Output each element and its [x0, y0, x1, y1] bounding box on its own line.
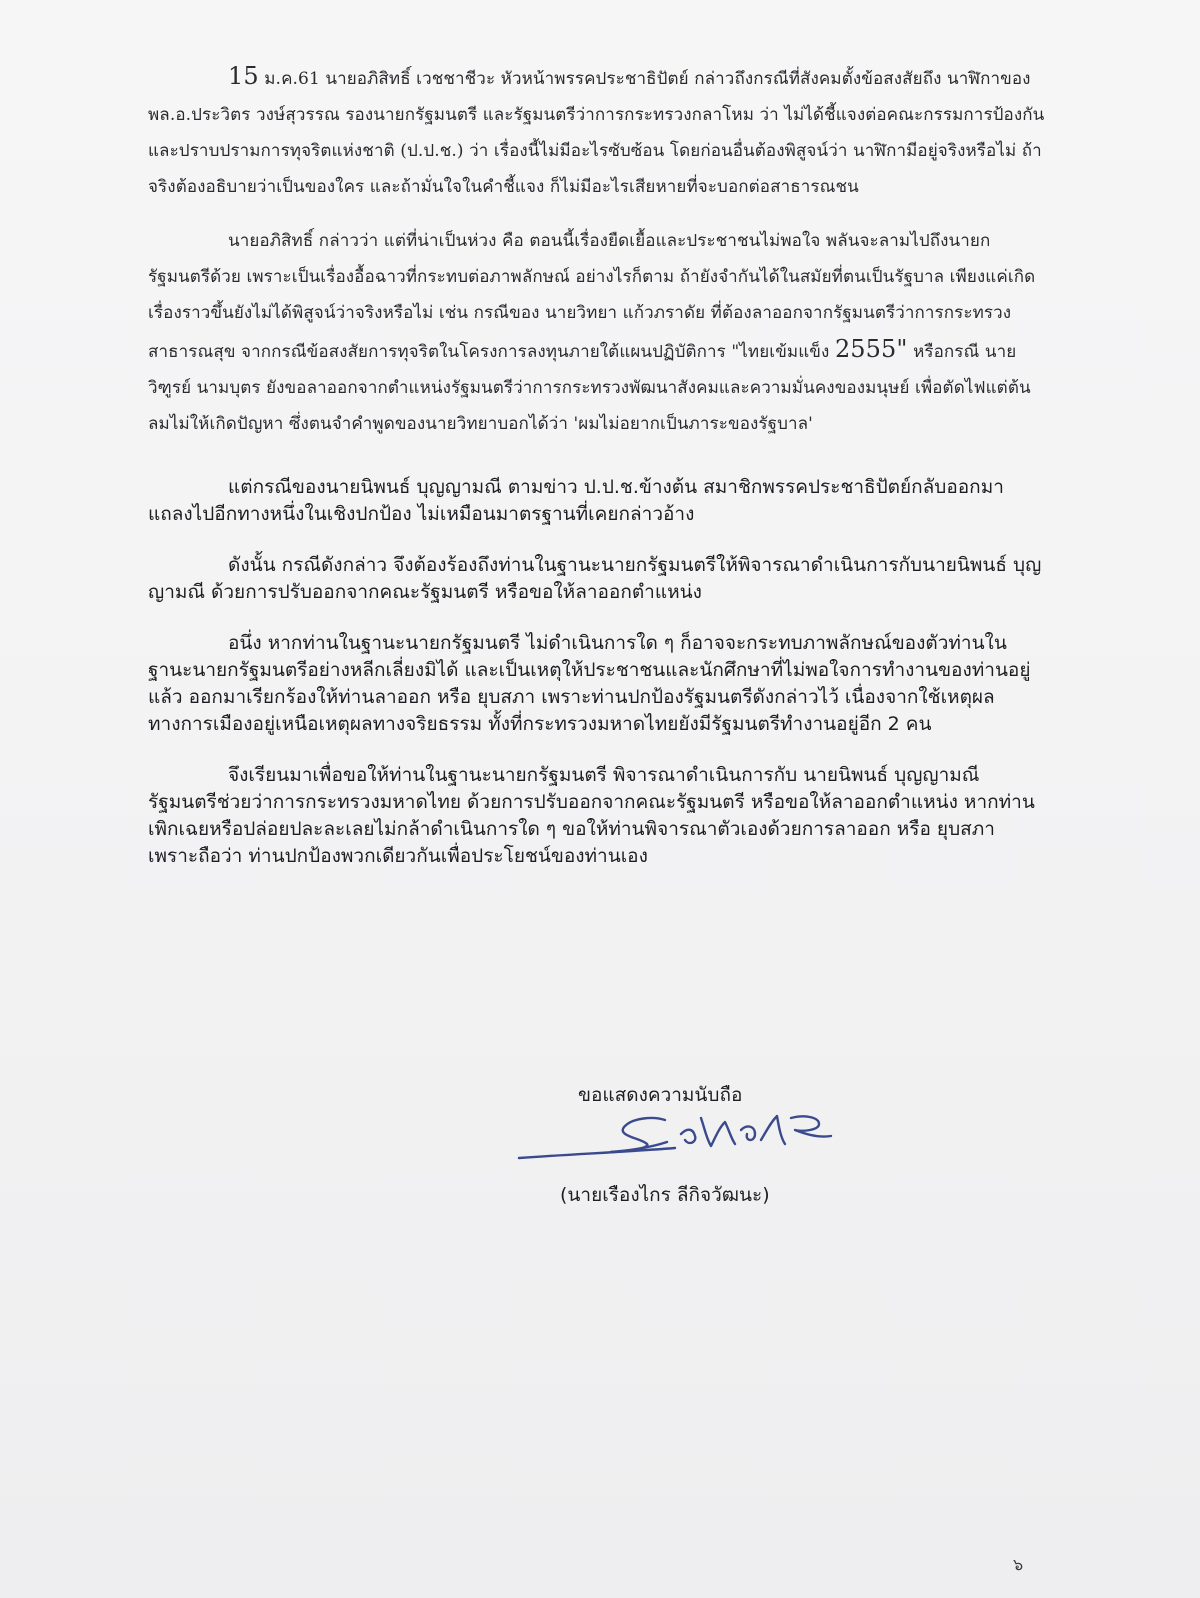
paragraph-6: จึงเรียนมาเพื่อขอให้ท่านในฐานะนายกรัฐมนตรี พิจารณาดำเนินการกับ นายนิพนธ์ บุญญามณี รัฐมนตรีช่วยว่าการกระทรวงมหาดไทย ด้วยการปรับออกจากคณะรัฐมนตรี หรือขอให้ลาออกตำแหน่ง หากท่านเพิกเฉยหรือปล่อยปละละเลยไม่กล้าดำเนินการใด ๆ ขอให้ท่านพิจารณาตัวเองด้วยการลาออก หรือ ยุบสภา เพราะถือว่า ท่านปกป้องพวกเดียวกันเพื่อประโยชน์ของท่านเอง	[148, 764, 1035, 867]
paragraph-2	[148, 223, 1048, 442]
paragraph-5: อนึ่ง หากท่านในฐานะนายกรัฐมนตรี ไม่ดำเนินการใด ๆ ก็อาจจะกระทบภาพลักษณ์ของตัวท่านในฐานะนายกรัฐมนตรีอย่างหลีกเลี่ยงมิได้ และเป็นเหตุให้ประชาชนและนักศึกษาที่ไม่พอใจการทำงานของท่านอยู่แล้ว ออกมาเรียกร้องให้ท่านลาออก หรือ ยุบสภา เพราะท่านปกป้องรัฐมนตรีดังกล่าวไว้ เนื่องจากใช้เหตุผลทางการเมืองอยู่เหนือเหตุผลทางจริยธรรม ทั้งที่กระทรวงมหาดไทยยังมีรัฐมนตรีทำงานอยู่อีก 2 คน	[148, 632, 1031, 735]
paragraph-1-text: ม.ค.61 นายอภิสิทธิ์ เวชชาชีวะ หัวหน้าพรรคประชาธิปัตย์ กล่าวถึงกรณีที่สังคมตั้งข้อสงสัยถึง นาฬิกาของ พล.อ.ประวิตร วงษ์สุวรรณ รองนายกรัฐมนตรี และรัฐมนตรีว่าการกระทรวงกลาโหม ว่า ไม่ได้ชี้แจงต่อคณะกรรมการป้องกันและปราบปรามการทุจริตแห่งชาติ (ป.ป.ช.) ว่า เรื่องนี้ไม่มีอะไรซับซ้อน โดยก่อนอื่นต้องพิสูจน์ว่า นาฬิกามีอยู่จริงหรือไม่ ถ้าจริงต้องอธิบายว่าเป็นของใคร และถ้ามั่นใจในคำชี้แจง ก็ไม่มีอะไรเสียหายที่จะบอกต่อสาธารณชน	[148, 69, 1045, 197]
handwritten-signature	[515, 1100, 845, 1180]
document-body	[148, 58, 1048, 870]
date-number: 15	[228, 62, 259, 90]
closing-salutation: ขอแสดงความนับถือ	[578, 1084, 743, 1106]
signer-name: (นายเรืองไกร ลีกิจวัฒนะ)	[560, 1184, 770, 1206]
paragraph-2-text-a: นายอภิสิทธิ์ กล่าวว่า แต่ที่น่าเป็นห่วง คือ ตอนนี้เรื่องยืดเยื้อและประชาชนไม่พอใจ พลันจะลามไปถึงนายกรัฐมนตรีด้วย เพราะเป็นเรื่องอื้อฉาวที่กระทบต่อภาพลักษณ์ อย่างไรก็ตาม ถ้ายังจำกันได้ในสมัยที่ตนเป็นรัฐบาล เพียงแค่เกิดเรื่องราวขึ้นยังไม่ได้พิสูจน์ว่าจริงหรือไม่ เช่น กรณีของ นายวิทยา แก้วภราดัย ที่ต้องลาออกจากรัฐมนตรีว่าการกระทรวงสาธารณสุข จากกรณีข้อสงสัยการทุจริตในโครงการลงทุนภายใต้แผนปฏิบัติการ "ไทยเข้มแข็ง	[148, 231, 1036, 362]
page-number: ๖	[1013, 1555, 1024, 1574]
year-number: 2555"	[834, 335, 908, 363]
paragraph-3: แต่กรณีของนายนิพนธ์ บุญญามณี ตามข่าว ป.ป.ช.ข้างต้น สมาชิกพรรคประชาธิปัตย์กลับออกมาแถลงไปอีกทางหนึ่งในเชิงปกป้อง ไม่เหมือนมาตรฐานที่เคยกล่าวอ้าง	[148, 476, 1004, 525]
paragraph-2-text-b: หรือกรณี นายวิฑูรย์ นามบุตร ยังขอลาออกจากตำแหน่งรัฐมนตรีว่าการกระทรวงพัฒนาสังคมและความมั่นคงของมนุษย์ เพื่อตัดไฟแต่ต้นลมไม่ให้เกิดปัญหา ซึ่งตนจำคำพูดของนายวิทยาบอกได้ว่า 'ผมไม่อยากเป็นภาระของรัฐบาล'	[148, 342, 1031, 434]
paragraph-4: ดังนั้น กรณีดังกล่าว จึงต้องร้องถึงท่านในฐานะนายกรัฐมนตรีให้พิจารณาดำเนินการกับนายนิพนธ์ บุญญามณี ด้วยการปรับออกจากคณะรัฐมนตรี หรือขอให้ลาออกตำแหน่ง	[148, 554, 1042, 603]
paragraph-1	[148, 58, 1048, 205]
